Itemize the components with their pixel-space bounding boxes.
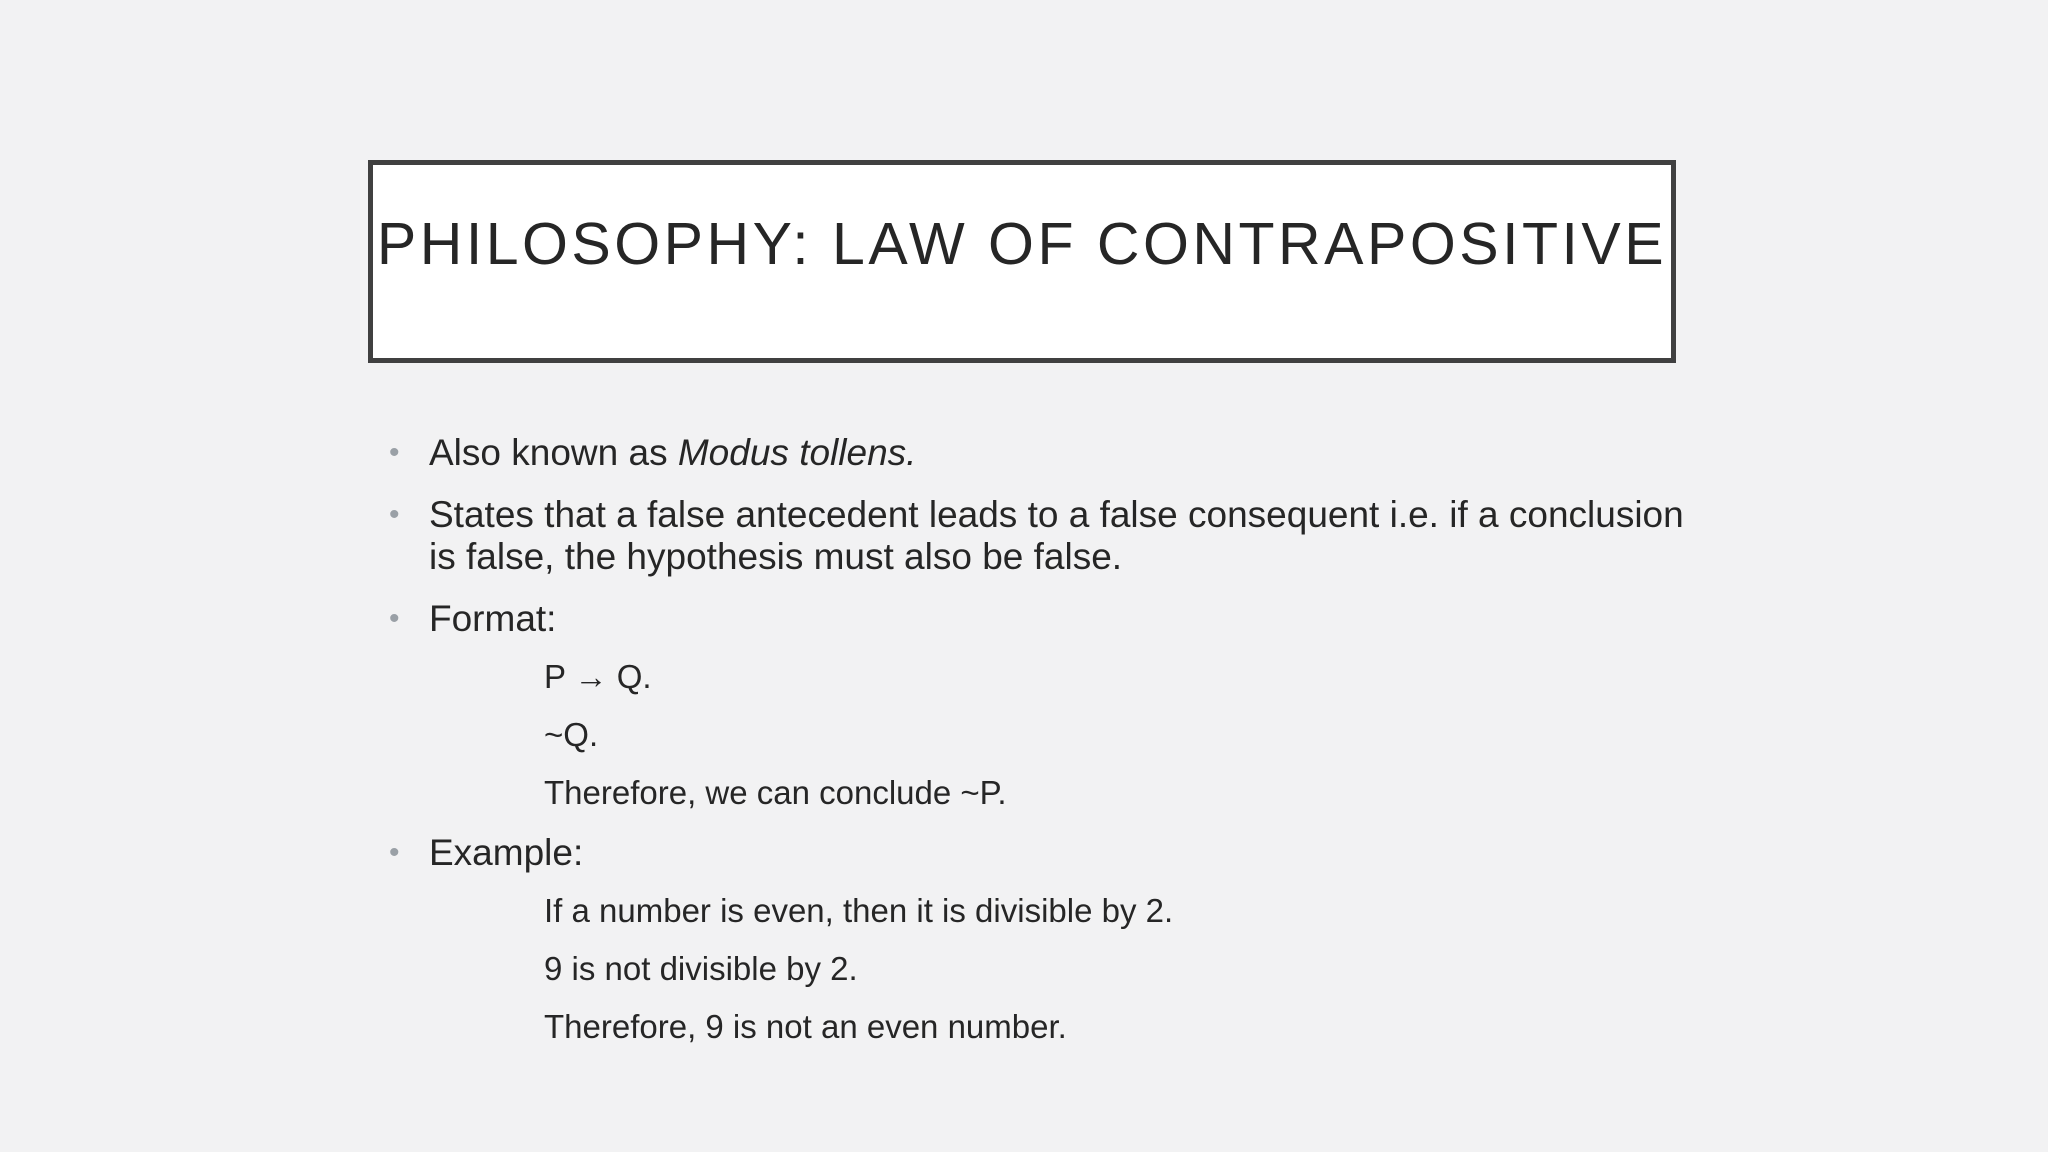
bullet-icon: • [389, 602, 400, 635]
sub-item: Therefore, 9 is not an even number. [544, 1008, 1067, 1045]
sub-item: 9 is not divisible by 2. [544, 950, 858, 987]
bullet-text: Also known as [429, 432, 678, 473]
bullet-icon: • [389, 498, 400, 531]
bullet-text: States that a false antecedent leads to a false consequent i.e. if a conclusion is false, the hypothesis must also be false. [429, 494, 1684, 577]
bullet-emphasis: Modus tollens. [677, 432, 917, 473]
bullet-icon: • [389, 836, 400, 869]
bullet-item [389, 598, 1689, 640]
sub-list [544, 658, 1689, 812]
bullet-list [389, 432, 1689, 1066]
sub-item: Therefore, we can conclude ~P. [544, 774, 1007, 811]
sub-item: ~Q. [544, 716, 599, 753]
bullet-item [389, 832, 1689, 874]
sub-list [544, 892, 1689, 1046]
slide-title: PHILOSOPHY: LAW OF CONTRAPOSITIVE [376, 211, 1668, 277]
sub-item: If a number is even, then it is divisible by 2. [544, 892, 1174, 929]
bullet-item [389, 432, 1689, 474]
bullet-text: Format: [429, 598, 557, 639]
title-box [368, 160, 1676, 363]
sub-item: P → Q. [544, 658, 652, 695]
bullet-icon: • [389, 436, 400, 469]
bullet-item [389, 494, 1689, 578]
bullet-text: Example: [429, 832, 584, 873]
